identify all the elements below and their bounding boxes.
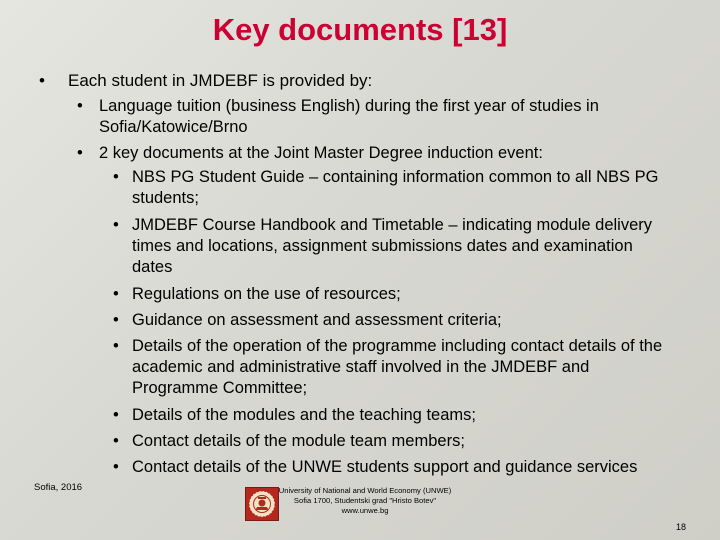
bullet-line: Details of the modules and the teaching teams;	[132, 406, 476, 424]
bullet-glyph: •	[77, 97, 83, 115]
footer-university-name: University of National and World Economy (UNWE)	[278, 486, 452, 495]
bullet-line: Sofia/Katowice/Brno	[99, 118, 248, 136]
bullet-line: Details of the operation of the programme including contact details of the	[132, 337, 663, 355]
bullet-line: Contact details of the module team members;	[132, 432, 465, 450]
bullet-level1-text: Each student in JMDEBF is provided by:	[68, 71, 373, 90]
footer-address: Sofia 1700, Studentski grad "Hristo Botev"	[293, 496, 437, 505]
page-number: 18	[676, 522, 687, 532]
bullet-glyph: •	[113, 216, 119, 234]
bullet-line: students;	[132, 189, 199, 207]
bullet-line: NBS PG Student Guide – containing information common to all NBS PG	[132, 168, 659, 186]
bullet-line: Guidance on assessment and assessment criteria;	[132, 311, 502, 329]
bullet-glyph: •	[113, 311, 119, 329]
bullet-glyph: •	[113, 406, 119, 424]
bullet-line: JMDEBF Course Handbook and Timetable – indicating module delivery	[132, 216, 653, 234]
bullet-glyph: •	[113, 458, 119, 476]
bullet-glyph: •	[39, 71, 45, 90]
bullet-line: Language tuition (business English) during the first year of studies in	[99, 97, 599, 115]
footer-university-info	[270, 486, 460, 516]
bullet-line: Programme Committee;	[132, 379, 308, 397]
bullet-glyph: •	[113, 432, 119, 450]
bullet-glyph: •	[113, 285, 119, 303]
bullet-line: times and locations, assignment submissions dates and examination	[132, 237, 633, 255]
bullet-line: academic and administrative staff involved in the JMDEBF and	[132, 358, 590, 376]
slide-title: Key documents [13]	[212, 12, 508, 47]
bullet-line: dates	[132, 258, 173, 276]
footer-website: www.unwe.bg	[341, 506, 389, 515]
bullet-line: 2 key documents at the Joint Master Degree induction event:	[99, 144, 543, 162]
bullet-glyph: •	[77, 144, 83, 162]
bullet-glyph: •	[113, 168, 119, 186]
bullet-line: Contact details of the UNWE students support and guidance services	[132, 458, 638, 476]
bullet-glyph: •	[113, 337, 119, 355]
bullet-line: Regulations on the use of resources;	[132, 285, 401, 303]
footer-location: Sofia, 2016	[34, 482, 83, 493]
